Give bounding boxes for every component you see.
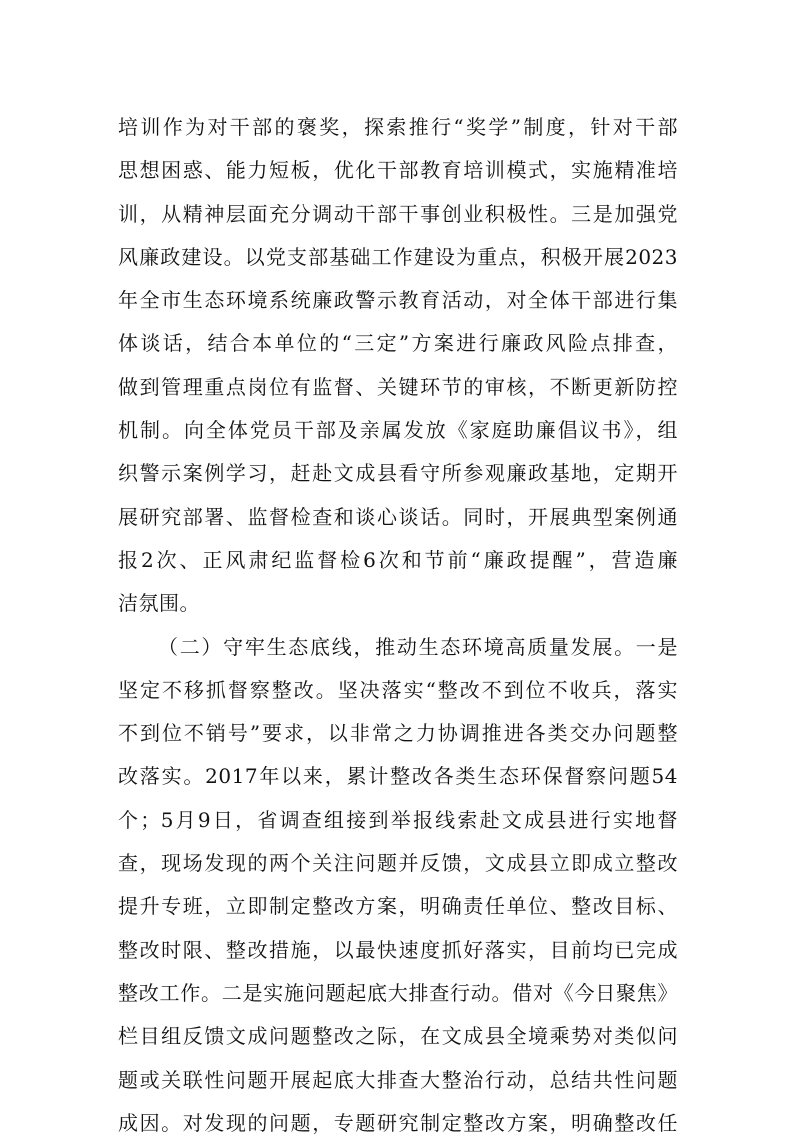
- paragraph: [118, 106, 678, 626]
- text-line: 展研究部署、监督检查和谈心谈话。同时，开展典型案例通: [118, 504, 678, 529]
- text-line: 不到位不销号”要求，以非常之力协调推进各类交办问题整: [118, 721, 678, 746]
- text-line: 做到管理重点岗位有监督、关键环节的审核，不断更新防控: [118, 374, 678, 399]
- text-line: 织警示案例学习，赶赴文成县看守所参观廉政基地，定期开: [118, 461, 678, 486]
- text-line: 风廉政建设。以党支部基础工作建设为重点，积极开展2023: [118, 244, 678, 269]
- text-line: 坚定不移抓督察整改。坚决落实“整改不到位不收兵，落实: [118, 677, 678, 702]
- text-line: 培训作为对干部的褒奖，探索推行“奖学”制度，针对干部: [118, 115, 678, 139]
- text-line: 整改工作。二是实施问题起底大排查行动。借对《今日聚焦》: [118, 980, 678, 1005]
- text-line: 成因。对发现的问题，专题研究制定整改方案，明确整改任: [118, 1110, 678, 1135]
- text-line: 训，从精神层面充分调动干部干事创业积极性。三是加强党: [118, 201, 678, 226]
- document-body: [118, 106, 678, 1145]
- text-line: 查，现场发现的两个关注问题并反馈，文成县立即成立整改: [118, 851, 678, 876]
- text-line: 整改时限、整改措施，以最快速度抓好落实，目前均已完成: [118, 937, 678, 962]
- text-line: 体谈话，结合本单位的“三定”方案进行廉政风险点排查，: [118, 331, 678, 356]
- text-line: 题或关联性问题开展起底大排查大整治行动，总结共性问题: [118, 1067, 678, 1092]
- paragraph: [118, 626, 678, 1145]
- text-line: （二）守牢生态底线，推动生态环境高质量发展。一是: [158, 634, 678, 659]
- text-line: 机制。向全体党员干部及亲属发放《家庭助廉倡议书》，组: [118, 418, 678, 443]
- text-line: 年全市生态环境系统廉政警示教育活动，对全体干部进行集: [118, 288, 678, 313]
- text-line: 改落实。2017年以来，累计整改各类生态环保督察问题54: [118, 764, 678, 789]
- text-line: 思想困惑、能力短板，优化干部教育培训模式，实施精准培: [118, 158, 678, 183]
- text-line: 提升专班，立即制定整改方案，明确责任单位、整改目标、: [118, 894, 678, 919]
- text-line: 栏目组反馈文成问题整改之际，在文成县全境乘势对类似问: [118, 1024, 678, 1049]
- text-line: 洁氛围。: [118, 591, 200, 616]
- text-line: 个；5月9日，省调查组接到举报线索赴文成县进行实地督: [118, 807, 678, 832]
- text-line: 报2次、正风肃纪监督检6次和节前“廉政提醒”，营造廉: [118, 547, 678, 572]
